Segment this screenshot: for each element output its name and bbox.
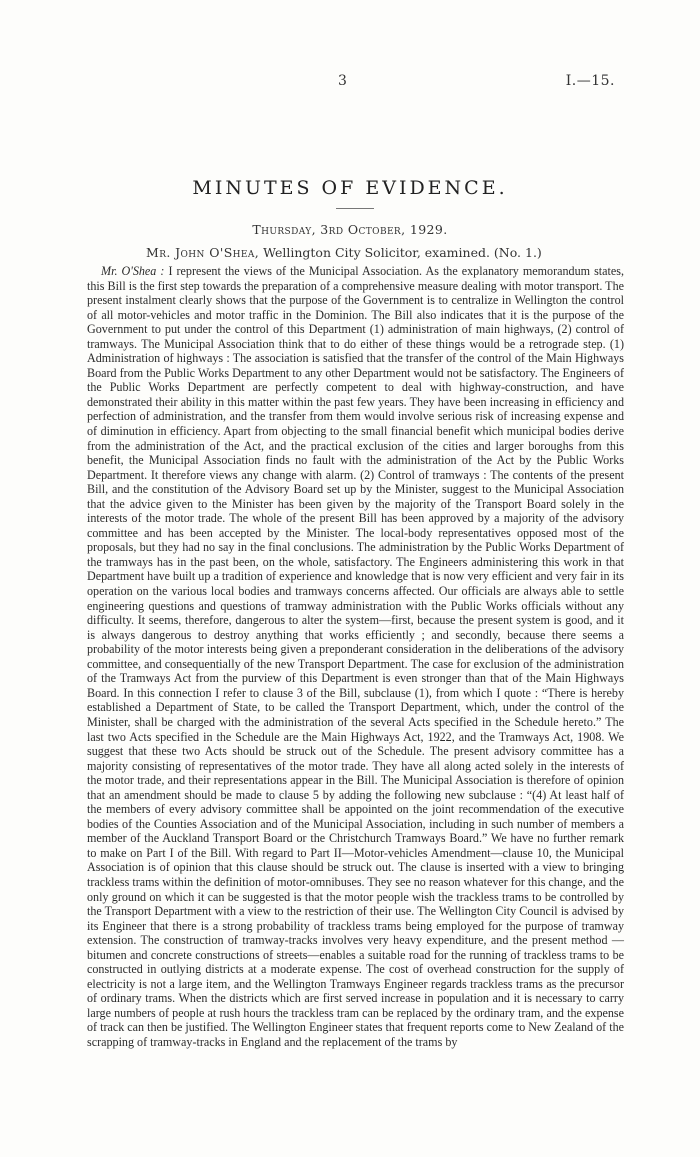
evidence-paragraph [87, 264, 624, 1050]
speaker-label: Mr. O'Shea : [101, 264, 165, 278]
witness-description: Wellington City Solicitor, examined. (No. 1.) [263, 245, 542, 260]
page-number: 3 [338, 73, 347, 89]
document-reference: I.—15. [565, 73, 615, 89]
session-date-text: Thursday, 3rd October, 1929. [252, 222, 448, 237]
witness-name: Mr. John O'Shea, [146, 245, 260, 260]
witness-line [146, 245, 542, 260]
evidence-text: I represent the views of the Municipal Association. As the explanatory memorandum states, this Bill is the first step towards the preparation of a comprehensive measure dealing with motor transport. The present instalment clearly shows that the purpose of the Government is to centralize in Wellington the control of all motor-vehicles and motor traffic in the Dominion. The Bill also indicates that it is the purpose of the Government to put under the control of this Department (1) administration of main highways, (2) control of tramways. The Municipal Association think that to do either of these things would be a retrograde step. (1) Administration of highways : The association is satisfied that the transfer of the control of the Main Highways Board from the Public Works Department to any other Department would not be satisfactory. The Engineers of the Public Works Department are perfectly competent to deal with highway-construction, and have demonstrated their ability in this matter within the past few years. They have been increasing in efficiency and perfection of administration, and the transfer from them would involve serious risk of increasing expense and of diminution in efficiency. Apart from objecting to the small financial benefit which municipal bodies derive from the administration of the Act, and the practical exclusion of the cities and larger boroughs from this benefit, the Municipal Association finds no fault with the administration of the Act by the Public Works Department. It therefore views any change with alarm. (2) Control of tramways : The contents of the present Bill, and the constitution of the Advisory Board set up by the Minister, suggest to the Municipal Association that the advice given to the Minister has been given by the majority of the Transport Board solely in the interests of the motor trade. The whole of the present Bill has been approved by a majority of the advisory committee and has been accepted by the Minister. The local-body representatives opposed most of the proposals, but they had no say in the final conclusions. The administration by the Public Works Department of the tramways has in the past been, on the whole, satisfactory. The Engineers administering this work in that Department have built up a tradition of experience and knowledge that is now very efficient and very fair in its operation on the various local bodies and tramways concerns affected. Our officials are always able to settle engineering questions and questions of tramway administration with the Public Works officials without any difficulty. It seems, therefore, dangerous to alter the system—first, because the present system is good, and it is always dangerous to destroy anything that works efficiently ; and secondly, because there seems a probability of the motor interests being given a preponderant consideration in the deliberations of the advisory committee, and consequentially of the new Transport Department. The case for exclusion of the administration of the Tramways Act from the purview of this Department is even stronger than that of the Main Highways Board. In this connection I refer to clause 3 of the Bill, subclause (1), from which I quote : “There is hereby established a Department of State, to be called the Transport Department, which, under the control of the Minister, shall be charged with the administration of the several Acts specified in the Schedule hereto.” The last two Acts specified in the Schedule are the Main Highways Act, 1922, and the Tramways Act, 1908. We suggest that these two Acts should be struck out of the Schedule. The present advisory committee has a majority consisting of representatives of the motor trade. They have all along acted solely in the interests of the motor trade, and their representations appear in the Bill. The Municipal Association is therefore of opinion that an amendment should be made to clause 5 by adding the following new subclause : “(4) At least half of the members of every advisory committee shall be appointed on the joint recommendation of the executive bodies of the Counties Association and of the Municipal Association, including in such number of members a member of the Auckland Transport Board or the Christchurch Tramways Board.” We have no further remark to make on Part I of the Bill. With regard to Part II—Motor-vehicles Amendment—clause 10, the Municipal Association is of opinion that this clause should be struck out. The clause is inserted with a view to bringing trackless trams within the definition of motor-omnibuses. They see no reason whatever for this change, and the only ground on which it can be suggested is that the motor people wish the trackless trams to be controlled by the Transport Department with a view to the restriction of their use. The Wellington City Council is advised by its Engineer that there is a strong probability of trackless trams being employed for the purpose of tramway extension. The construction of tramway-tracks involves very heavy expenditure, and the present method —bitumen and concrete constructions of streets—enables a suitable road for the running of trackless trams to be constructed in outlying districts at a moderate expense. The cost of overhead construction for the supply of electricity is not a large item, and the Wellington Tramways Engineer regards trackless trams as the precursor of ordinary trams. When the districts which are first served increase in population and it is necessary to carry large numbers of people at rush hours the trackless tram can be replaced by the ordinary tram, and the expense of track can then be justified. The Wellington Engineer states that frequent reports come to New Zealand of the scrapping of tramway-tracks in England and the replacement of the trams by [87, 264, 624, 1049]
page-title: MINUTES OF EVIDENCE. [192, 177, 508, 199]
title-divider [336, 208, 374, 209]
session-date [0, 222, 700, 237]
